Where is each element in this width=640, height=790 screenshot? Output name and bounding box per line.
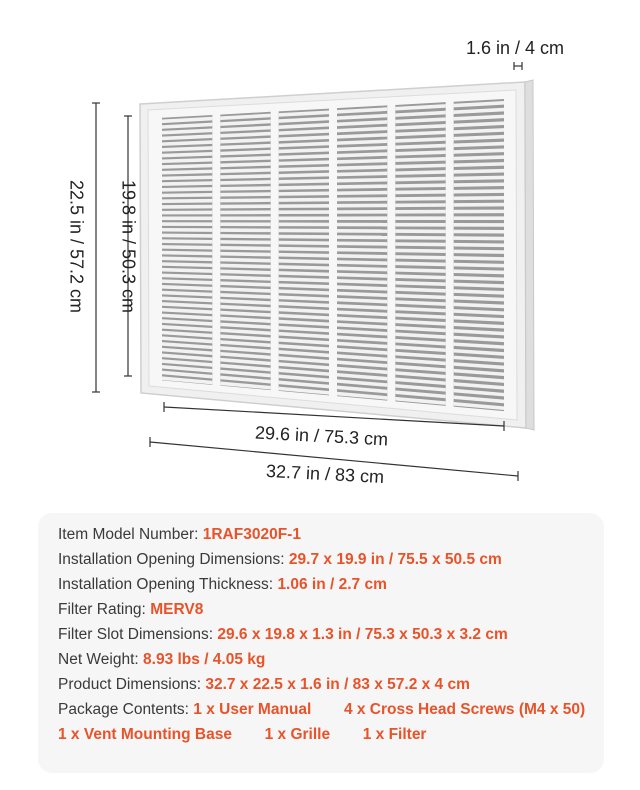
louver-slat [279, 241, 329, 245]
louver-slat [395, 242, 445, 246]
louver-slat [162, 222, 212, 226]
louver-slat [279, 192, 329, 196]
grille-side-edge [525, 80, 534, 430]
louver-slat [337, 241, 387, 245]
louver-slat [279, 247, 329, 251]
spec-product-dimensions: Product Dimensions: 32.7 x 22.5 x 1.6 in / 83 x 57.2 x 4 cm [58, 676, 470, 693]
package-item: 1 x Filter [362, 726, 427, 743]
louver-slat [162, 211, 212, 215]
outer-width-label: 32.7 in / 83 cm [265, 460, 385, 488]
louver-slat [220, 216, 270, 220]
louver-slat [395, 249, 445, 253]
louver-slat [220, 198, 270, 202]
louver-slat [162, 205, 212, 209]
louver-slat [395, 197, 445, 201]
louver-slat [279, 216, 329, 220]
louver-slat [395, 210, 445, 214]
spec-opening: Installation Opening Dimensions: 29.7 x 19.9 in / 75.5 x 50.5 cm [58, 551, 502, 568]
louver-slat [454, 210, 504, 214]
louver-slat [162, 234, 212, 238]
spec-panel [38, 513, 604, 773]
louver-slat [337, 248, 387, 252]
louver-slat [337, 235, 387, 239]
louver-slat [220, 210, 270, 214]
spec-package: Package Contents: 1 x User Manual 4 x Cross Head Screws (M4 x 50) [58, 701, 586, 718]
louver-slat [395, 223, 445, 227]
inner-height-label: 19.8 in / 50.3 cm [118, 179, 139, 314]
louver-slat [395, 229, 445, 233]
louver-slat [337, 204, 387, 208]
louver-slat [162, 239, 212, 243]
louver-slat [220, 204, 270, 208]
louver-slat [279, 204, 329, 208]
louver-slat [162, 199, 212, 203]
louver-slat [395, 236, 445, 240]
louver-slat [220, 222, 270, 226]
louver-slat [220, 228, 270, 232]
louver-slat [454, 216, 504, 220]
louver-slat [337, 191, 387, 195]
louver-slat [454, 203, 504, 207]
outer-height-label: 22.5 in / 57.2 cm [66, 179, 87, 314]
louver-slat [162, 193, 212, 197]
louver-slat [220, 234, 270, 238]
louver-slat [395, 203, 445, 207]
louver-slat [454, 243, 504, 247]
louver-slat [337, 223, 387, 227]
louver-slat [162, 228, 212, 232]
louver-slat [454, 250, 504, 254]
louver-slat [279, 198, 329, 202]
package-item: 4 x Cross Head Screws (M4 x 50) [343, 701, 586, 718]
louver-slat [279, 223, 329, 227]
louver-slat [279, 229, 329, 233]
louver-slat [162, 245, 212, 249]
louver-slat [337, 229, 387, 233]
inner-width-label: 29.6 in / 75.3 cm [254, 422, 389, 450]
spec-thickness: Installation Opening Thickness: 1.06 in / 2.7 cm [58, 576, 387, 593]
louver-slat [395, 216, 445, 220]
louver-slat [220, 240, 270, 244]
louver-slat [337, 210, 387, 214]
louver-slat [454, 230, 504, 234]
louver-slat [279, 235, 329, 239]
louver-slat [337, 197, 387, 201]
louver-slat [220, 192, 270, 196]
package-item: 1 x Grille [264, 726, 331, 743]
louver-slat [337, 216, 387, 220]
spec-filter-rating: Filter Rating: MERV8 [58, 601, 204, 618]
spec-slot: Filter Slot Dimensions: 29.6 x 19.8 x 1.3 in / 75.3 x 50.3 x 3.2 cm [58, 626, 508, 643]
spec-model: Item Model Number: 1RAF3020F-1 [58, 526, 301, 543]
louver-slat [454, 189, 504, 193]
louver-slat [279, 210, 329, 214]
louver-slat [454, 196, 504, 200]
louver-slat [395, 190, 445, 194]
louver-slat [454, 236, 504, 240]
louver-slat [162, 217, 212, 221]
spec-package-continued [58, 726, 426, 744]
package-item: 1 x User Manual [193, 701, 312, 718]
spec-weight: Net Weight: 8.93 lbs / 4.05 kg [58, 651, 266, 668]
louver-slat [454, 223, 504, 227]
package-item: 1 x Vent Mounting Base [58, 726, 232, 743]
louver-slat [220, 246, 270, 250]
model-number: 1RAF3020F-1 [202, 526, 301, 543]
depth-label: 1.6 in / 4 cm [466, 38, 565, 58]
